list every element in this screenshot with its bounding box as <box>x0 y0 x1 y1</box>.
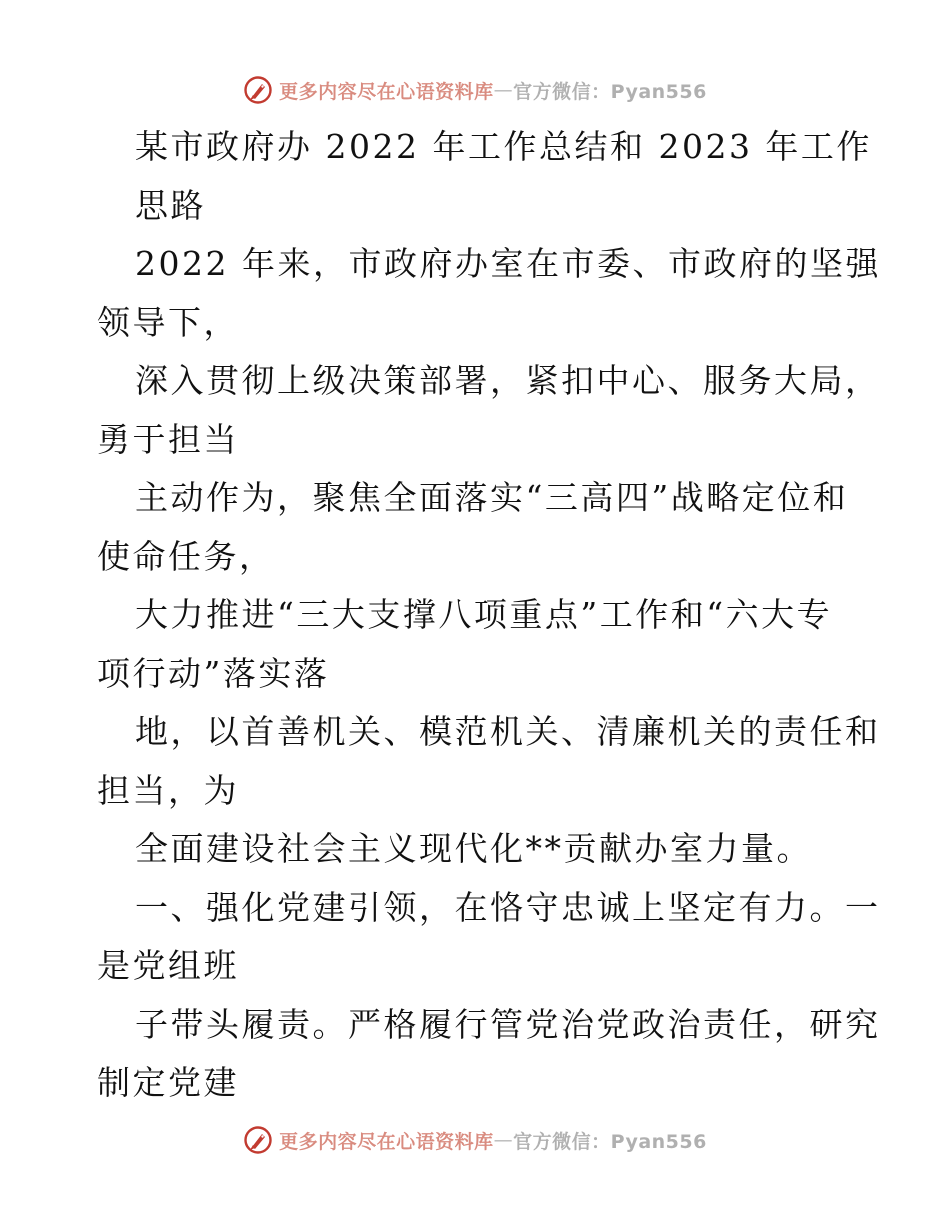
banner-wechat-text: 官方微信：Pyan556 <box>513 80 707 103</box>
doc-line: 领导下， <box>97 302 239 342</box>
banner-separator: — <box>493 1129 514 1151</box>
doc-line: 2022 年来，市政府办室在市委、市政府的坚强 <box>135 244 881 283</box>
doc-line: 子带头履责。严格履行管党治党政治责任，研究 <box>135 1004 881 1044</box>
doc-line: 一、强化党建引领，在恪守忠诚上坚定有力。一 <box>135 887 881 927</box>
doc-line: 制定党建 <box>97 1063 239 1102</box>
doc-line: 深入贯彻上级决策部署，紧扣中心、服务大局， <box>135 361 881 400</box>
banner-separator: — <box>493 79 514 101</box>
fountain-pen-logo-icon <box>243 1125 273 1155</box>
doc-line: 地，以首善机关、模范机关、清廉机关的责任和 <box>135 712 881 751</box>
doc-line: 全面建设社会主义现代化**贡献办室力量。 <box>135 829 812 868</box>
doc-line: 使命任务， <box>97 536 275 576</box>
doc-line: 某市政府办 2022 年工作总结和 2023 年工作 <box>135 127 872 166</box>
doc-line: 思路 <box>135 185 206 225</box>
banner-main-text: 更多内容尽在心语资料库 <box>279 80 494 103</box>
doc-line: 勇于担当 <box>97 419 239 459</box>
doc-line: 项行动”落实落 <box>97 653 330 693</box>
banner-main-text: 更多内容尽在心语资料库 <box>279 1130 494 1153</box>
header-banner <box>0 70 950 110</box>
footer-banner <box>0 1120 950 1160</box>
doc-line: 主动作为，聚焦全面落实“三高四”战略定位和 <box>135 478 849 517</box>
banner-wechat-text: 官方微信：Pyan556 <box>513 1130 707 1153</box>
document-body <box>97 118 881 1113</box>
doc-line: 担当，为 <box>97 770 239 810</box>
doc-line: 大力推进“三大支撑八项重点”工作和“六大专 <box>135 595 833 634</box>
doc-line: 是党组班 <box>97 946 239 985</box>
fountain-pen-logo-icon <box>243 75 273 105</box>
